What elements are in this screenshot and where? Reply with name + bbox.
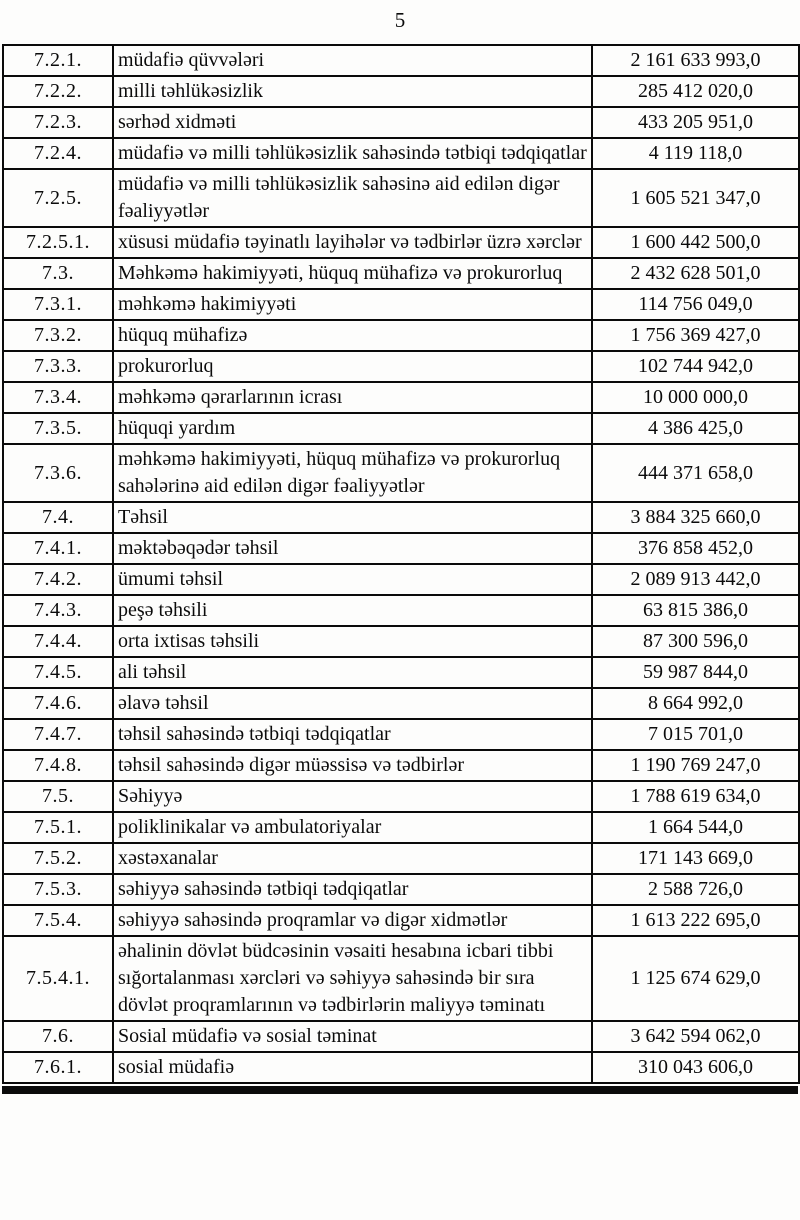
row-code: 7.3.1.: [3, 289, 113, 320]
row-amount: 87 300 596,0: [592, 626, 799, 657]
row-code: 7.5.4.: [3, 905, 113, 936]
row-amount: 102 744 942,0: [592, 351, 799, 382]
row-description: Məhkəmə hakimiyyəti, hüquq mühafizə və prokurorluq: [113, 258, 592, 289]
table-row: [3, 533, 799, 564]
table-row: [3, 595, 799, 626]
table-row: [3, 874, 799, 905]
page-number: 5: [394, 8, 406, 32]
row-description: əlavə təhsil: [113, 688, 592, 719]
table-row: [3, 812, 799, 843]
row-description: peşə təhsili: [113, 595, 592, 626]
row-amount: 1 613 222 695,0: [592, 905, 799, 936]
row-amount: 376 858 452,0: [592, 533, 799, 564]
budget-table: [2, 44, 800, 1084]
row-description: müdafiə qüvvələri: [113, 45, 592, 76]
row-description: Sosial müdafiə və sosial təminat: [113, 1021, 592, 1052]
row-amount: 4 386 425,0: [592, 413, 799, 444]
row-description: xəstəxanalar: [113, 843, 592, 874]
row-description: səhiyyə sahəsində proqramlar və digər xidmətlər: [113, 905, 592, 936]
row-code: 7.2.4.: [3, 138, 113, 169]
row-code: 7.5.3.: [3, 874, 113, 905]
table-row: [3, 564, 799, 595]
row-code: 7.4.5.: [3, 657, 113, 688]
table-row: [3, 502, 799, 533]
row-description: təhsil sahəsində tətbiqi tədqiqatlar: [113, 719, 592, 750]
row-amount: 4 119 118,0: [592, 138, 799, 169]
row-description: sərhəd xidməti: [113, 107, 592, 138]
table-row: [3, 107, 799, 138]
row-code: 7.2.5.1.: [3, 227, 113, 258]
row-amount: 171 143 669,0: [592, 843, 799, 874]
table-row: [3, 320, 799, 351]
row-code: 7.4.2.: [3, 564, 113, 595]
row-description: ali təhsil: [113, 657, 592, 688]
row-amount: 1 664 544,0: [592, 812, 799, 843]
row-description: milli təhlükəsizlik: [113, 76, 592, 107]
table-row: [3, 936, 799, 1021]
row-description: prokurorluq: [113, 351, 592, 382]
row-amount: 2 161 633 993,0: [592, 45, 799, 76]
row-amount: 2 432 628 501,0: [592, 258, 799, 289]
row-amount: 59 987 844,0: [592, 657, 799, 688]
table-row: [3, 76, 799, 107]
table-row: [3, 351, 799, 382]
row-code: 7.3.5.: [3, 413, 113, 444]
row-description: səhiyyə sahəsində tətbiqi tədqiqatlar: [113, 874, 592, 905]
row-code: 7.2.2.: [3, 76, 113, 107]
row-description: Təhsil: [113, 502, 592, 533]
row-amount: 285 412 020,0: [592, 76, 799, 107]
row-description: Səhiyyə: [113, 781, 592, 812]
row-amount: 7 015 701,0: [592, 719, 799, 750]
table-row: [3, 413, 799, 444]
row-description: orta ixtisas təhsili: [113, 626, 592, 657]
row-code: 7.5.4.1.: [3, 936, 113, 1021]
table-row: [3, 289, 799, 320]
table-row: [3, 688, 799, 719]
row-description: ümumi təhsil: [113, 564, 592, 595]
row-code: 7.2.1.: [3, 45, 113, 76]
row-description: məhkəmə hakimiyyəti: [113, 289, 592, 320]
row-amount: 114 756 049,0: [592, 289, 799, 320]
row-code: 7.4.: [3, 502, 113, 533]
table-row: [3, 843, 799, 874]
row-description: hüquqi yardım: [113, 413, 592, 444]
row-code: 7.5.2.: [3, 843, 113, 874]
row-description: məhkəmə qərarlarının icrası: [113, 382, 592, 413]
row-description: poliklinikalar və ambulatoriyalar: [113, 812, 592, 843]
row-description: məktəbəqədər təhsil: [113, 533, 592, 564]
row-amount: 63 815 386,0: [592, 595, 799, 626]
row-description: müdafiə və milli təhlükəsizlik sahəsinə aid edilən digər fəaliyyətlər: [113, 169, 592, 227]
row-code: 7.4.3.: [3, 595, 113, 626]
table-row: [3, 719, 799, 750]
row-code: 7.4.1.: [3, 533, 113, 564]
row-amount: 2 588 726,0: [592, 874, 799, 905]
row-amount: 1 600 442 500,0: [592, 227, 799, 258]
row-description: əhalinin dövlət büdcəsinin vəsaiti hesabına icbari tibbi sığortalanması xərcləri və səhiyyə sahəsində bir sıra dövlət proqramlarının və tədbirlərin maliyyə təminatı: [113, 936, 592, 1021]
row-amount: 2 089 913 442,0: [592, 564, 799, 595]
table-row: [3, 45, 799, 76]
row-description: təhsil sahəsində digər müəssisə və tədbirlər: [113, 750, 592, 781]
table-row: [3, 657, 799, 688]
table-row: [3, 626, 799, 657]
row-amount: 3 884 325 660,0: [592, 502, 799, 533]
row-code: 7.4.4.: [3, 626, 113, 657]
row-code: 7.5.1.: [3, 812, 113, 843]
row-amount: 8 664 992,0: [592, 688, 799, 719]
row-amount: 1 125 674 629,0: [592, 936, 799, 1021]
row-amount: 310 043 606,0: [592, 1052, 799, 1083]
row-code: 7.2.5.: [3, 169, 113, 227]
row-code: 7.3.4.: [3, 382, 113, 413]
row-code: 7.3.3.: [3, 351, 113, 382]
row-description: xüsusi müdafiə təyinatlı layihələr və tədbirlər üzrə xərclər: [113, 227, 592, 258]
row-amount: 1 190 769 247,0: [592, 750, 799, 781]
row-code: 7.6.1.: [3, 1052, 113, 1083]
row-amount: 1 756 369 427,0: [592, 320, 799, 351]
table-row: [3, 382, 799, 413]
table-row: [3, 227, 799, 258]
row-code: 7.4.6.: [3, 688, 113, 719]
table-row: [3, 444, 799, 502]
table-row: [3, 169, 799, 227]
table-row: [3, 905, 799, 936]
row-amount: 10 000 000,0: [592, 382, 799, 413]
budget-table-body: [3, 45, 799, 1083]
row-code: 7.6.: [3, 1021, 113, 1052]
table-row: [3, 1052, 799, 1083]
row-code: 7.3.: [3, 258, 113, 289]
row-code: 7.3.6.: [3, 444, 113, 502]
row-code: 7.3.2.: [3, 320, 113, 351]
row-code: 7.4.8.: [3, 750, 113, 781]
row-amount: 433 205 951,0: [592, 107, 799, 138]
row-description: məhkəmə hakimiyyəti, hüquq mühafizə və prokurorluq sahələrinə aid edilən digər fəaliyyətlər: [113, 444, 592, 502]
cutoff-row-bar: [2, 1086, 798, 1094]
row-amount: 3 642 594 062,0: [592, 1021, 799, 1052]
row-amount: 1 788 619 634,0: [592, 781, 799, 812]
table-row: [3, 1021, 799, 1052]
row-amount: 1 605 521 347,0: [592, 169, 799, 227]
table-row: [3, 781, 799, 812]
row-description: hüquq mühafizə: [113, 320, 592, 351]
row-description: müdafiə və milli təhlükəsizlik sahəsində tətbiqi tədqiqatlar: [113, 138, 592, 169]
row-description: sosial müdafiə: [113, 1052, 592, 1083]
row-code: 7.2.3.: [3, 107, 113, 138]
table-row: [3, 138, 799, 169]
table-row: [3, 750, 799, 781]
row-code: 7.4.7.: [3, 719, 113, 750]
row-amount: 444 371 658,0: [592, 444, 799, 502]
row-code: 7.5.: [3, 781, 113, 812]
table-row: [3, 258, 799, 289]
